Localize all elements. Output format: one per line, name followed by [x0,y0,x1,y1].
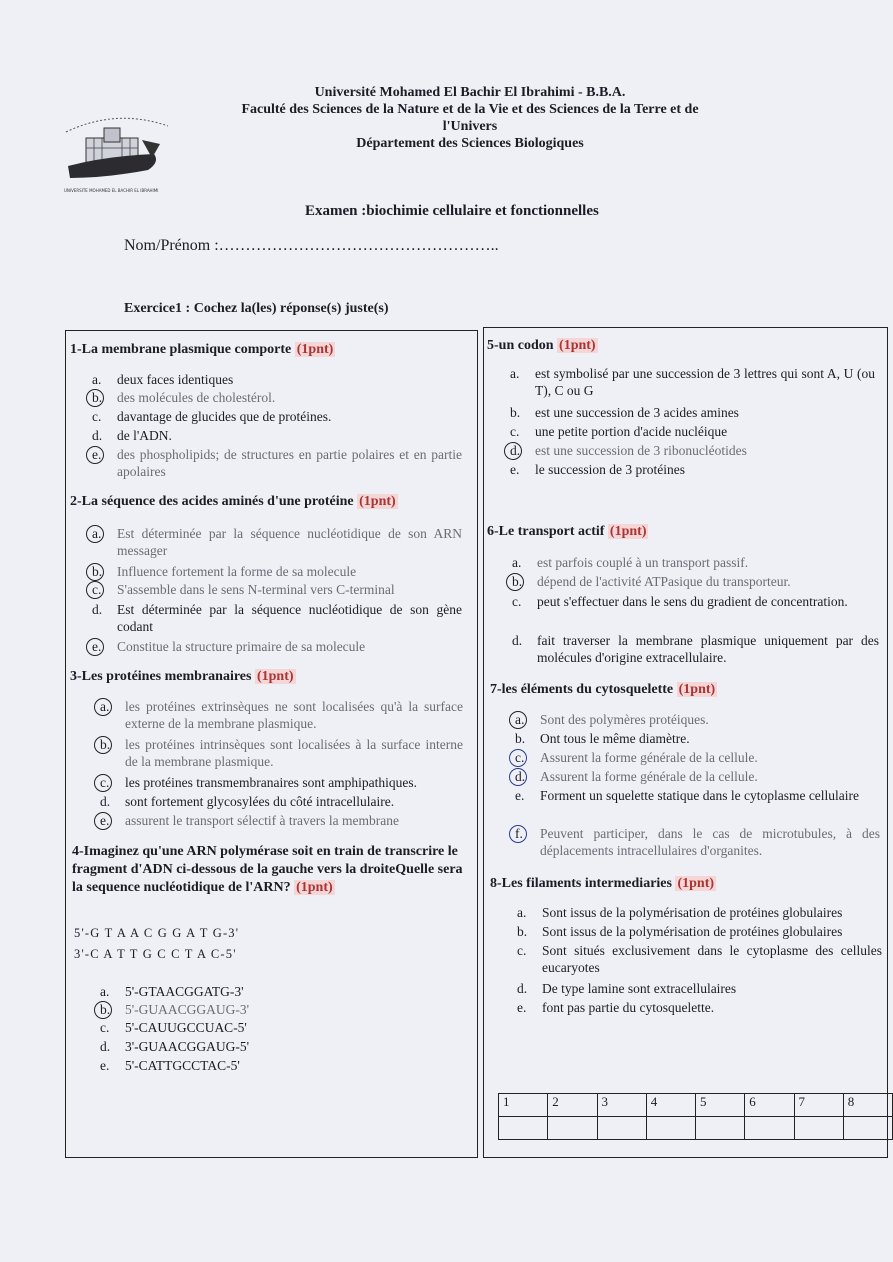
question-4-title: 4-Imaginez qu'une ARN polymérase soit en train de transcrire le fragment d'ADN ci-dessous de la gauche vers la droiteQuelle sera la sequence nucléotidique de l'ARN? (1pnt) [72,844,463,895]
answer-grid-header-1: 1 [499,1094,548,1117]
university-header [180,84,760,152]
answer-cell[interactable] [646,1117,695,1140]
question-6-title: 6-Le transport actif (1pnt) [487,524,647,539]
answer-cell[interactable] [499,1117,548,1140]
header-line-2: Faculté des Sciences de la Nature et de la Vie et des Sciences de la Terre et de [241,102,699,117]
dna-sequence-5-3: 5'-G T A A C G G A T G-3' [74,926,240,940]
exam-page: UNIVERSITE MOHAMED EL BACHIR EL IBRAHIMI Université Mohamed El Bachir El Ibrahimi - B.B.A. Faculté des Sciences de la Nature et de la Vie et des Sciences de la Terre et de l'Univers Département des Sciences Biologiques Examen :biochimie cellulaire et fonctionnelles Nom/Prénom :…………………………………………….. Exercice1 : Cochez la(les) réponse(s) juste(s) 1-La membrane plasmique comporte (1pnt) a. deux faces identiques b. des molécules de cholestérol. c. davantage de glucides que de protéines. d. de l'ADN. e. des phospholipids; de structures en partie polaires et en partie apolaires 2-La séquence des acides aminés d'une protéine (1pnt) a. Est déterminée par la séquence nucléotidique de son ARN messager b. Influence fortement la forme de sa molecule c. S'assemble dans le sens N-terminal vers C-terminal d. Est déterminée par la séquence nucléotidique de son gène codant e. Constitue la structure primaire de sa molecule 3-Les protéines membranaires (1pnt) a. les protéines extrinsèques ne sont localisées qu'à la surface externe de la membrane plasmique. b. les protéines intrinsèques sont localisées à la surface interne de la membrane plasmique. c. les protéines transmembranaires sont amphipathiques. d. sont fortement glycosylées du côté intracellulaire. e. assurent le transport sélectif à travers la membrane 4-Imaginez qu'une ARN polymérase soit en train de transcrire le fragment d'ADN ci-dessous de la gauche vers la droiteQuelle sera la sequence nucléotidique de l'ARN? (1pnt) 5'-G T A A C G G A T G-3' 3'-C A T T G C C T A C-5' a. 5'-GTAACGGATG-3' b. 5'-GUAACGGAUG-3' c. 5'-CAUUGCCUAC-5' d. 3'-GUAACGGAUG-5' e. 5'-CATTGCCTAC-5' 5-un codon (1pnt) a. est symbolisé par une succession de 3 lettres qui sont A, U (ou T), C ou G b. est une succession de 3 acides amines c. une petite portion d'acide nucléique d. est une succession de 3 ribonucléotides e. le succession de 3 protéines 6-Le transport actif (1pnt) a. est parfois couplé à un transport passif. b. dépend de l'activité ATPasique du transporteur. c. peut s'effectuer dans le sens du gradient de concentration. d. fait traverser la membrane plasmique uniquement par des molécules d'origine extracellulaire. 7-les éléments du cytosquelette (1pnt) a. Sont des polymères protéiques. b. Ont tous le même diamètre. c. Assurent la forme générale de la cellule. d. Assurent la forme générale de la cellule. e. Forment un squelette statique dans le cytoplasme cellulaire f. Peuvent participer, dans le cas de microtubules, à des déplacements intracellulaires d'organites. 8-Les filaments intermediaries (1pnt) a. Sont issus de la polymérisation de protéines globulaires b. Sont issus de la polymérisation de protéines globulaires c. Sont situés exclusivement dans le cytoplasme des cellules eucaryotes d. De type lamine sont extracellulaires e. font pas partie du cytosquelette. 1 2 3 4 5 6 7 8 [0,0,893,1262]
answer-cell[interactable] [745,1117,794,1140]
question-5-title: 5-un codon (1pnt) [487,338,596,353]
question-3-title: 3-Les protéines membranaires (1pnt) [70,669,294,684]
points-badge: (1pnt) [559,338,596,353]
answer-grid-input-row [499,1117,893,1140]
answer-grid-header-4: 4 [646,1094,695,1117]
question-7-title: 7-les éléments du cytosquelette (1pnt) [490,682,716,697]
dna-sequence-3-5: 3'-C A T T G C C T A C-5' [74,947,237,961]
answer-grid-header-7: 7 [794,1094,843,1117]
answer-grid [498,1093,893,1140]
points-badge: (1pnt) [256,669,294,684]
points-badge: (1pnt) [677,876,715,891]
answer-cell[interactable] [696,1117,745,1140]
question-1-title: 1-La membrane plasmique comporte (1pnt) [70,342,334,357]
points-badge: (1pnt) [296,342,334,357]
exam-title: Examen :biochimie cellulaire et fonctionnelles [305,203,599,219]
exercise-title: Exercice1 : Cochez la(les) réponse(s) juste(s) [124,301,389,316]
answer-cell[interactable] [597,1117,646,1140]
svg-text:UNIVERSITE MOHAMED EL BACHIR E: UNIVERSITE MOHAMED EL BACHIR EL IBRAHIMI [64,188,159,193]
answer-grid-header-5: 5 [696,1094,745,1117]
question-8-title: 8-Les filaments intermediaries (1pnt) [490,876,715,891]
university-logo [56,100,176,200]
points-badge: (1pnt) [296,880,333,895]
answer-grid-header-row [499,1094,893,1117]
answer-cell[interactable] [548,1117,597,1140]
name-field[interactable]: Nom/Prénom :…………………………………………….. [124,237,499,254]
points-badge: (1pnt) [678,682,716,697]
answer-grid-header-3: 3 [597,1094,646,1117]
question-2-title: 2-La séquence des acides aminés d'une protéine (1pnt) [70,494,396,509]
header-line-4: Département des Sciences Biologiques [356,136,584,151]
answer-cell[interactable] [794,1117,843,1140]
points-badge: (1pnt) [359,494,396,509]
header-line-1: Université Mohamed El Bachir El Ibrahimi - B.B.A. [314,85,626,100]
answer-cell[interactable] [843,1117,892,1140]
points-badge: (1pnt) [609,524,647,539]
header-line-3: l'Univers [442,119,498,134]
answer-grid-header-6: 6 [745,1094,794,1117]
answer-grid-header-2: 2 [548,1094,597,1117]
answer-grid-header-8: 8 [843,1094,892,1117]
